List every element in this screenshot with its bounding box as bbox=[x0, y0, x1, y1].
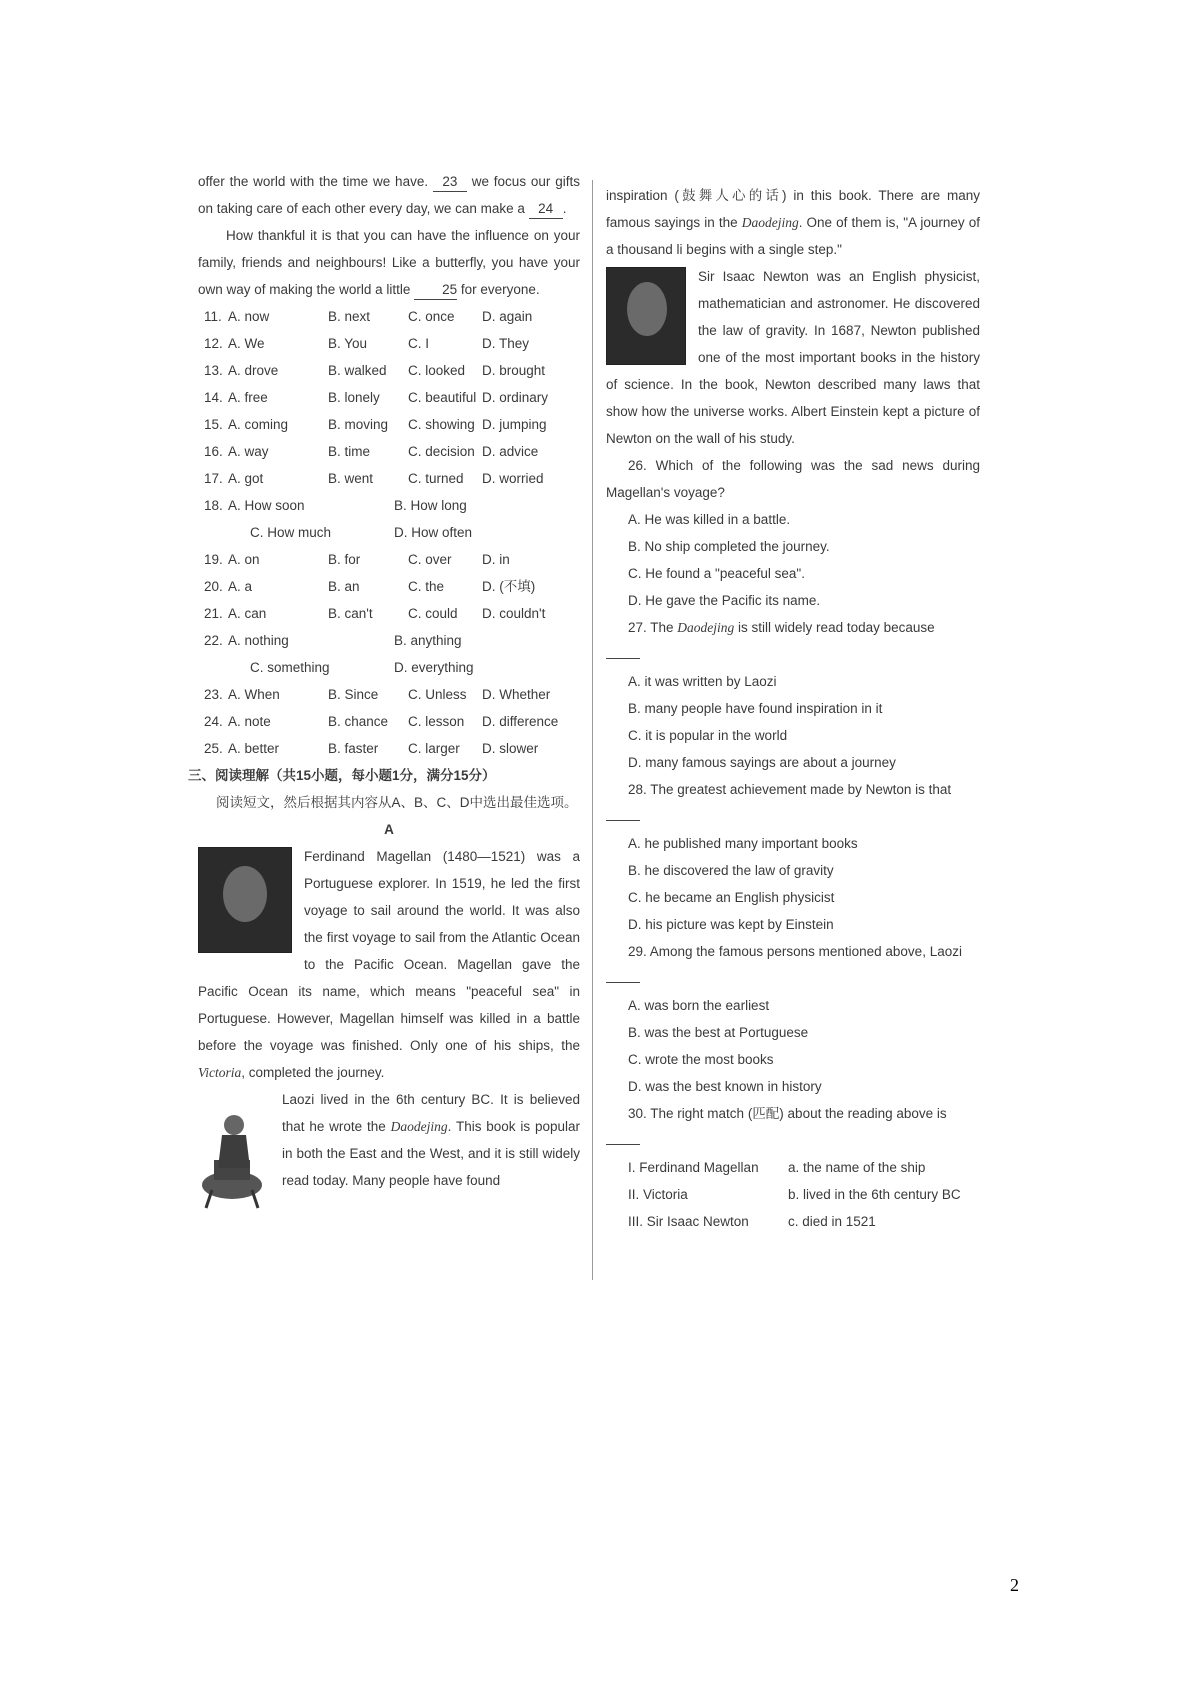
option-row bbox=[198, 546, 580, 573]
section-instructions: 阅读短文，然后根据其内容从A、B、C、D中选出最佳选项。 bbox=[216, 795, 578, 810]
option-a[interactable]: A. better bbox=[228, 741, 280, 756]
passage-label: A bbox=[384, 822, 394, 837]
text: inspiration (鼓舞人心的话) in this book. There are many famous sayings in the bbox=[606, 188, 980, 230]
option-d[interactable]: D. was the best known in history bbox=[628, 1079, 822, 1094]
question-26-options bbox=[606, 506, 980, 614]
question-28: 28. The greatest achievement made by Newton is that bbox=[628, 782, 952, 797]
option-b[interactable]: B. was the best at Portuguese bbox=[628, 1025, 809, 1040]
answer-blank bbox=[606, 803, 980, 830]
match-left: II. Victoria bbox=[628, 1187, 688, 1202]
text: is still widely read today because bbox=[734, 620, 935, 635]
text: for everyone. bbox=[457, 282, 540, 297]
match-left: III. Sir Isaac Newton bbox=[628, 1214, 749, 1229]
match-row bbox=[628, 1181, 980, 1208]
option-row bbox=[198, 384, 580, 411]
option-c[interactable]: C. it is popular in the world bbox=[628, 728, 788, 743]
option-a[interactable]: A. way bbox=[228, 444, 269, 459]
blank-25: 25 bbox=[414, 281, 457, 300]
option-d[interactable]: D. Whether bbox=[482, 687, 551, 702]
text: . One of them is, "A journey of a thousand li begins with a single step." bbox=[606, 215, 980, 257]
blank-24: 24 bbox=[529, 200, 563, 219]
match-right: c. died in 1521 bbox=[788, 1214, 876, 1229]
book-title: Daodejing bbox=[741, 215, 799, 230]
question-number: 19. bbox=[204, 552, 223, 567]
question-number: 18. bbox=[204, 498, 223, 513]
option-d[interactable]: D. worried bbox=[482, 471, 544, 486]
text: we focus our gifts on taking care of each other every day, we can make a bbox=[198, 174, 580, 216]
option-a[interactable]: A. free bbox=[228, 390, 268, 405]
question-number: 25. bbox=[204, 741, 223, 756]
option-a[interactable]: A. We bbox=[228, 336, 265, 351]
option-b[interactable]: B. chance bbox=[328, 714, 389, 729]
option-a[interactable]: A. nothing bbox=[228, 633, 289, 648]
cloze-options bbox=[198, 681, 580, 762]
option-d[interactable]: D. everything bbox=[394, 660, 474, 675]
option-a[interactable]: A. was born the earliest bbox=[628, 998, 770, 1013]
option-d[interactable]: D. slower bbox=[482, 741, 539, 756]
option-d[interactable]: D. (不填) bbox=[482, 579, 536, 594]
option-d[interactable]: D. couldn't bbox=[482, 606, 546, 621]
magellan-passage bbox=[198, 843, 580, 1086]
match-right: a. the name of the ship bbox=[788, 1160, 926, 1175]
option-c[interactable]: C. the bbox=[408, 579, 445, 594]
option-d[interactable]: D. difference bbox=[482, 714, 559, 729]
column-divider bbox=[592, 180, 593, 1280]
option-row bbox=[198, 573, 580, 600]
option-a[interactable]: A. he published many important books bbox=[628, 836, 858, 851]
option-row-22a bbox=[198, 627, 580, 654]
option-c[interactable]: C. lesson bbox=[408, 714, 465, 729]
option-a[interactable]: A. now bbox=[228, 309, 270, 324]
match-row bbox=[628, 1208, 980, 1235]
option-b[interactable]: B. many people have found inspiration in it bbox=[628, 701, 883, 716]
option-row-22b bbox=[198, 654, 580, 681]
ship-name: Victoria bbox=[198, 1065, 242, 1080]
option-a[interactable]: A. He was killed in a battle. bbox=[628, 512, 791, 527]
option-b[interactable]: B. time bbox=[328, 444, 371, 459]
option-b[interactable]: B. he discovered the law of gravity bbox=[628, 863, 834, 878]
option-c[interactable]: C. could bbox=[408, 606, 458, 621]
option-d[interactable]: D. his picture was kept by Einstein bbox=[628, 917, 834, 932]
option-c[interactable]: C. over bbox=[408, 552, 452, 567]
option-a[interactable]: A. coming bbox=[228, 417, 289, 432]
option-a[interactable]: A. it was written by Laozi bbox=[628, 674, 777, 689]
option-a[interactable]: A. drove bbox=[228, 363, 279, 378]
text: How thankful it is that you can have the influence on your family, friends and neighbours! Like a butterfly, you have your own way of making the world a little bbox=[198, 228, 580, 297]
page-number: 2 bbox=[1010, 1575, 1019, 1595]
option-a[interactable]: A. note bbox=[228, 714, 271, 729]
question-number: 11. bbox=[204, 309, 222, 324]
text: offer the world with the time we have. bbox=[198, 174, 433, 189]
option-row bbox=[198, 303, 580, 330]
option-c[interactable]: C. he became an English physicist bbox=[628, 890, 835, 905]
option-c[interactable]: C. decision bbox=[408, 444, 475, 459]
match-table bbox=[606, 1154, 980, 1235]
question-number: 23. bbox=[204, 687, 223, 702]
option-d[interactable]: D. They bbox=[482, 336, 530, 351]
blank-23: 23 bbox=[433, 173, 467, 192]
question-number: 12. bbox=[204, 336, 223, 351]
cloze-options bbox=[198, 303, 580, 492]
option-b[interactable]: B. for bbox=[328, 552, 361, 567]
option-row bbox=[198, 465, 580, 492]
option-b[interactable]: B. an bbox=[328, 579, 360, 594]
option-a[interactable]: A. on bbox=[228, 552, 260, 567]
laozi-passage bbox=[198, 1086, 580, 1194]
question-number: 20. bbox=[204, 579, 223, 594]
option-b[interactable]: B. How long bbox=[394, 498, 467, 513]
match-row bbox=[628, 1154, 980, 1181]
option-c[interactable]: C. He found a "peaceful sea". bbox=[628, 566, 805, 581]
option-c[interactable]: C. beautiful bbox=[408, 390, 477, 405]
option-row bbox=[198, 330, 580, 357]
option-d[interactable]: D. again bbox=[482, 309, 533, 324]
option-c[interactable]: C. larger bbox=[408, 741, 460, 756]
option-d[interactable]: D. advice bbox=[482, 444, 539, 459]
cloze-options bbox=[198, 546, 580, 627]
option-b[interactable]: B. walked bbox=[328, 363, 387, 378]
option-b[interactable]: B. lonely bbox=[328, 390, 380, 405]
option-a[interactable]: A. got bbox=[228, 471, 264, 486]
text: . bbox=[562, 201, 567, 216]
question-27-options bbox=[606, 668, 980, 776]
question-26: 26. Which of the following was the sad news during Magellan's voyage? bbox=[606, 458, 980, 500]
option-c[interactable]: C. looked bbox=[408, 363, 466, 378]
question-number: 16. bbox=[204, 444, 223, 459]
option-b[interactable]: B. You bbox=[328, 336, 368, 351]
laozi-passage-continued bbox=[606, 182, 980, 263]
question-number: 15. bbox=[204, 417, 223, 432]
match-right: b. lived in the 6th century BC bbox=[788, 1187, 961, 1202]
newton-passage bbox=[606, 263, 980, 452]
laozi-illustration-icon bbox=[192, 1090, 272, 1210]
option-b[interactable]: B. anything bbox=[394, 633, 462, 648]
match-left: I. Ferdinand Magellan bbox=[628, 1160, 759, 1175]
option-d[interactable]: D. brought bbox=[482, 363, 546, 378]
option-d[interactable]: D. ordinary bbox=[482, 390, 549, 405]
option-d[interactable]: D. He gave the Pacific its name. bbox=[628, 593, 821, 608]
option-b[interactable]: B. went bbox=[328, 471, 374, 486]
question-number: 14. bbox=[204, 390, 223, 405]
question-number: 24. bbox=[204, 714, 223, 729]
text: Ferdinand Magellan (1480—1521) was a Portuguese explorer. In 1519, he led the first voyage to sail around the world. It was also the first voyage to sail from the Atlantic Ocean to the Pacific Ocean. Magellan gave the Pacific Ocean its name, which means "peaceful sea" in Portuguese. However, Magellan himself was killed in a battle before the voyage was finished. Only one of his ships, the bbox=[198, 849, 580, 1053]
option-row-18b bbox=[198, 519, 580, 546]
option-d[interactable]: D. in bbox=[482, 552, 510, 567]
option-b[interactable]: B. can't bbox=[328, 606, 373, 621]
text: . This book is popular in both the East and the West, and it is still widely read today. Many people have found bbox=[282, 1119, 580, 1188]
option-row bbox=[198, 600, 580, 627]
option-c[interactable]: C. showing bbox=[408, 417, 475, 432]
question-number: 17. bbox=[204, 471, 223, 486]
right-column bbox=[606, 182, 980, 1235]
option-d[interactable]: D. How often bbox=[394, 525, 473, 540]
book-title: Daodejing bbox=[677, 620, 735, 635]
passage-continuation bbox=[198, 168, 580, 222]
text: 27. The bbox=[628, 620, 678, 635]
answer-blank bbox=[606, 965, 980, 992]
question-number: 13. bbox=[204, 363, 223, 378]
option-a[interactable]: A. How soon bbox=[228, 498, 305, 513]
magellan-portrait-icon bbox=[198, 847, 292, 953]
option-b[interactable]: B. No ship completed the journey. bbox=[628, 539, 830, 554]
question-number: 21. bbox=[204, 606, 223, 621]
option-c[interactable]: C. something bbox=[250, 660, 330, 675]
option-b[interactable]: B. next bbox=[328, 309, 371, 324]
option-row bbox=[198, 411, 580, 438]
text: , completed the journey. bbox=[241, 1065, 385, 1080]
option-a[interactable]: A. When bbox=[228, 687, 280, 702]
book-title: Daodejing bbox=[390, 1119, 448, 1134]
option-row bbox=[198, 681, 580, 708]
option-row bbox=[198, 735, 580, 762]
left-column bbox=[188, 168, 580, 1210]
option-a[interactable]: A. can bbox=[228, 606, 267, 621]
section-title: 三、阅读理解（共15小题，每小题1分，满分15分） bbox=[188, 768, 496, 783]
question-27 bbox=[606, 614, 980, 641]
option-c[interactable]: C. wrote the most books bbox=[628, 1052, 774, 1067]
option-c[interactable]: C. I bbox=[408, 336, 430, 351]
newton-portrait-icon bbox=[606, 267, 686, 365]
option-row bbox=[198, 357, 580, 384]
option-d[interactable]: D. many famous sayings are about a journey bbox=[628, 755, 896, 770]
question-29-options bbox=[606, 992, 980, 1100]
question-28-options bbox=[606, 830, 980, 938]
question-number: 22. bbox=[204, 633, 223, 648]
option-b[interactable]: B. moving bbox=[328, 417, 389, 432]
passage-paragraph bbox=[198, 222, 580, 303]
option-c[interactable]: C. Unless bbox=[408, 687, 467, 702]
question-30: 30. The right match (匹配) about the reading above is bbox=[628, 1106, 947, 1121]
question-29: 29. Among the famous persons mentioned above, Laozi bbox=[628, 944, 962, 959]
text: Laozi lived in the 6th century BC. It is believed that he wrote the bbox=[282, 1092, 580, 1134]
option-c[interactable]: C. How much bbox=[250, 525, 332, 540]
answer-blank bbox=[606, 641, 980, 668]
option-d[interactable]: D. jumping bbox=[482, 417, 547, 432]
option-a[interactable]: A. a bbox=[228, 579, 253, 594]
text: Sir Isaac Newton was an English physicist, mathematician and astronomer. He discovered the law of gravity. In 1687, Newton published one of the most important books in the history of science. In the book, Newton described many laws that show how the universe works. Albert Einstein kept a picture of Newton on the wall of his study. bbox=[606, 269, 980, 446]
option-row bbox=[198, 708, 580, 735]
option-row-18a bbox=[198, 492, 580, 519]
option-row bbox=[198, 438, 580, 465]
option-c[interactable]: C. once bbox=[408, 309, 455, 324]
option-b[interactable]: B. Since bbox=[328, 687, 379, 702]
answer-blank bbox=[606, 1127, 980, 1154]
option-c[interactable]: C. turned bbox=[408, 471, 464, 486]
option-b[interactable]: B. faster bbox=[328, 741, 379, 756]
